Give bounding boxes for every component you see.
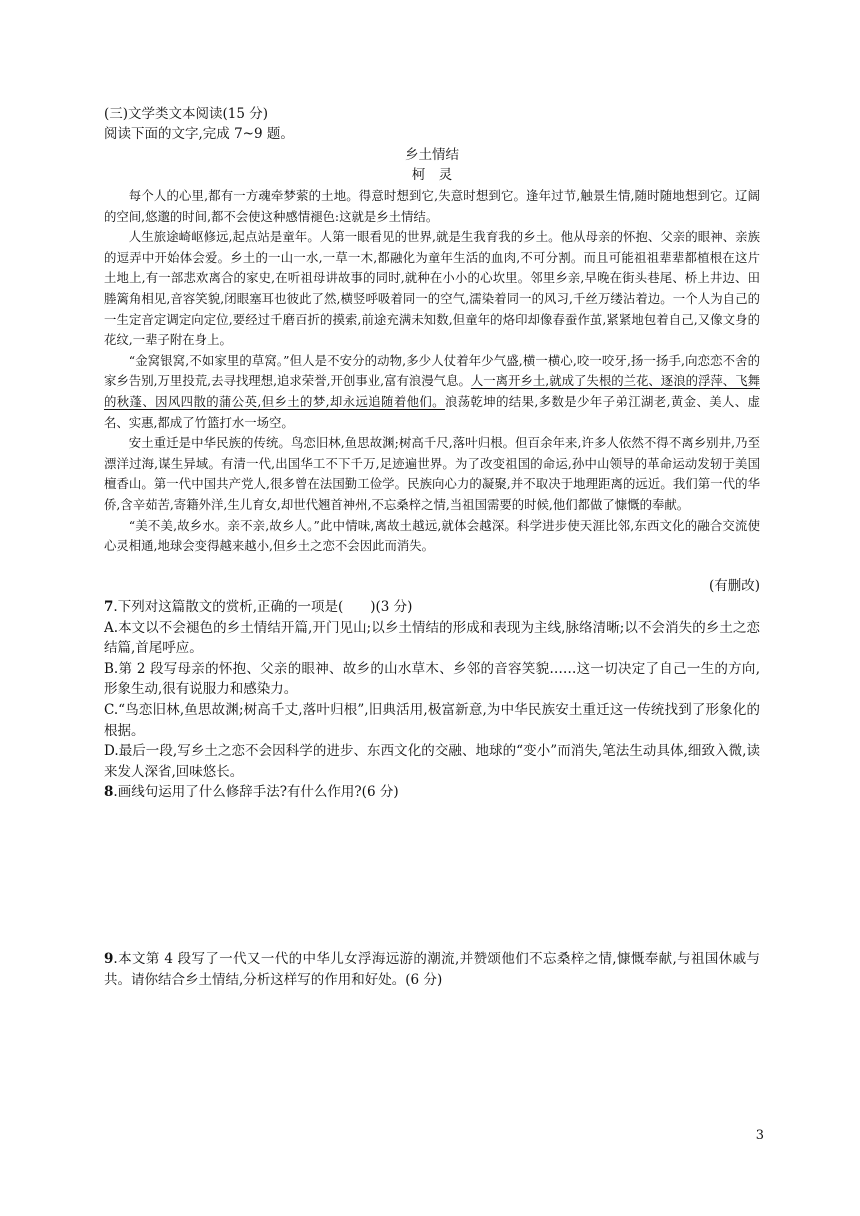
- option-b: B.第 2 段写母亲的怀抱、父亲的眼神、故乡的山水草木、乡邻的音容笑貌……这一切决定了自己一生的方向,形象生动,很有说服力和感染力。: [104, 660, 760, 698]
- option-a: A.本文以不会褪色的乡土情结开篇,开门见山;以乡土情结的形成和表现为主线,脉络清晰;以不会消失的乡土之恋结篇,首尾呼应。: [104, 619, 760, 657]
- question-9-stem: .本文第 4 段写了一代又一代的中华儿女浮海远游的潮流,并赞颂他们不忘桑梓之情,慷慨奉献,与祖国休戚与共。请你结合乡土情结,分析这样写的作用和好处。(6 分): [104, 951, 760, 988]
- paragraph-4: 安土重迁是中华民族的传统。鸟恋旧林,鱼思故渊;树高千尺,落叶归根。但百余年来,许多人依然不得不离乡别井,乃至漂洋过海,谋生异域。有清一代,出国华工不下千万,足迹遍世界。为了改变祖国的命运,孙中山领导的革命运动发轫于美国檀香山。第一代中国共产党人,很多曾在法国勤工俭学。民族向心力的凝聚,并不取决于地理距离的远近。我们第一代的华侨,含辛茹苦,寄籍外洋,生儿育女,却世代翘首神州,不忘桑梓之情,当祖国需要的时候,他们都做了慷慨的奉献。: [104, 435, 760, 512]
- paragraph-3-text: “金窝银窝,不如家里的草窝。”但人是不安分的动物,多少人仗着年少气盛,横一横心,咬一咬牙,扬一扬手,向恋恋不舍的家乡告别,万里投荒,去寻找理想,追求荣誉,开创事业,富有浪漫气息。: [104, 352, 760, 389]
- option-c: C.“鸟恋旧林,鱼思故渊;树高千丈,落叶归根”,旧典活用,极富新意,为中华民族安土重迁这一传统找到了形象化的根据。: [104, 701, 760, 739]
- question-8-stem: .画线句运用了什么修辞手法?有什么作用?(6 分): [113, 784, 399, 800]
- question-9: [104, 949, 760, 990]
- question-8-number: 8: [104, 784, 114, 800]
- article-title: 乡土情结: [405, 147, 459, 163]
- question-8: [104, 782, 760, 803]
- article-author: 柯 灵: [411, 167, 453, 183]
- option-d: D.最后一段,写乡土之恋不会因科学的进步、东西文化的交融、地球的“变小”而消失,笔法生动具体,细致入微,读来发人深省,回味悠长。: [104, 743, 760, 780]
- instruction: 阅读下面的文字,完成 7~9 题。: [104, 126, 294, 142]
- page-number: 3: [755, 1128, 764, 1143]
- question-7-number: 7: [104, 599, 114, 615]
- paragraph-2: 人生旅途崎岖修远,起点站是童年。人第一眼看见的世界,就是生我育我的乡土。他从母亲的怀抱、父亲的眼神、亲族的逗弄中开始体会爱。乡土的一山一水,一草一木,都融化为童年生活的血肉,不可分割。而且可能祖祖辈辈都植根在这片土地上,有一部悲欢离合的家史,在听祖母讲故事的同时,就种在小小的心坎里。邻里乡亲,早晚在街头巷尾、桥上井边、田塍篱角相见,音容笑貌,闭眼塞耳也彼此了然,横竖呼吸着同一的空气,濡染着同一的风习,千丝万缕沾着边。一个人为自己的一生定音定调定向定位,要经过千磨百折的摸索,前途充满未知数,但童年的烙印却像春蚕作茧,紧紧地包着自己,又像文身的花纹,一辈子附在身上。: [104, 229, 760, 348]
- question-7: [104, 597, 760, 782]
- paragraph-1: 每个人的心里,都有一方魂牵梦萦的土地。得意时想到它,失意时想到它。逢年过节,触景生情,随时随地想到它。辽阔的空间,悠邈的时间,都不会使这种感情褪色:这就是乡土情结。: [104, 188, 760, 224]
- question-7-stem: .下列对这篇散文的赏析,正确的一项是( )(3 分): [113, 599, 413, 615]
- article-body: [104, 186, 760, 557]
- section-title: (三)文学类文本阅读(15 分): [104, 106, 269, 122]
- paragraph-3: [104, 351, 760, 433]
- question-9-number: 9: [104, 951, 114, 967]
- underlined-sentence: 人一离开乡土,就成了失根的兰花、逐浪的浮萍、飞舞的秋蓬、因风四散的蒲公英,但乡土的梦,却永远追随着他们。: [104, 373, 760, 409]
- paragraph-5: “美不美,故乡水。亲不亲,故乡人。”此中情味,离故土越远,就体会越深。科学进步使天涯比邻,东西文化的融合交流使心灵相通,地球会变得越来越小,但乡土之恋不会因此而消失。: [104, 517, 760, 554]
- revision-note: (有删改): [708, 578, 760, 594]
- paragraph-3-tail: 浪荡乾坤的结果,多数是少年子弟江湖老,黄金、美人、虚名、实惠,都成了竹篮打水一场空。: [104, 393, 760, 430]
